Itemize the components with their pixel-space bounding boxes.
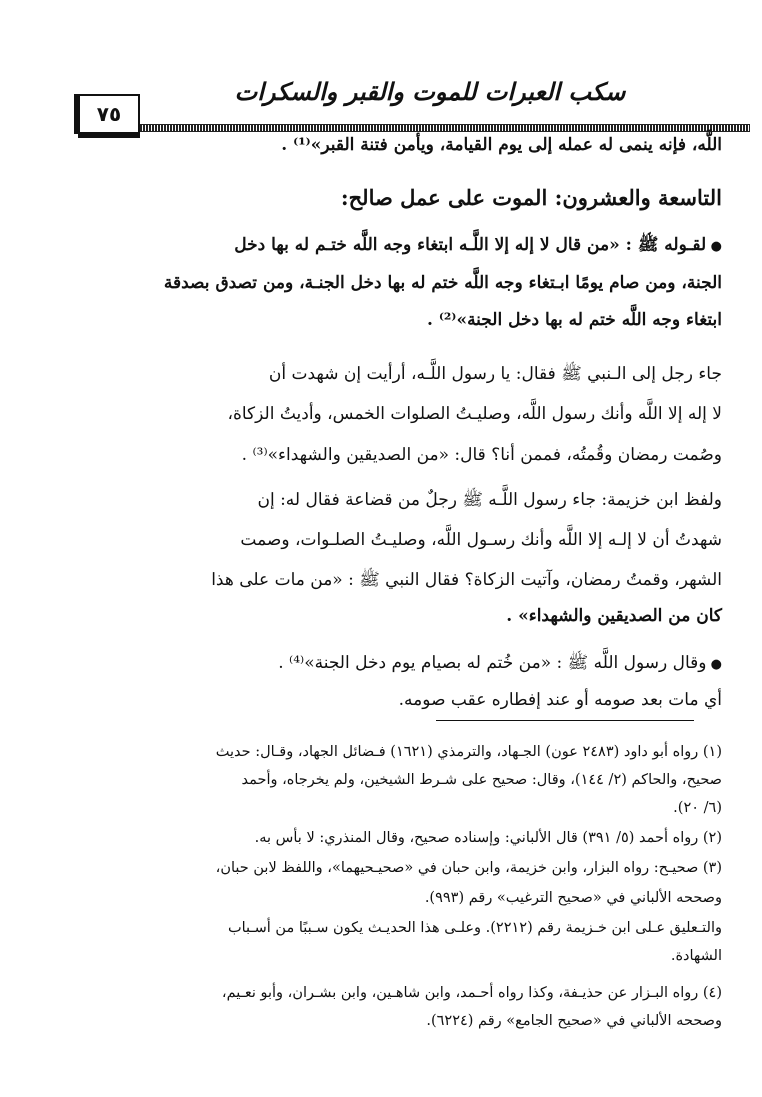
- section-heading: التاسعة والعشرون: الموت على عمل صالح:: [340, 185, 722, 210]
- body-line: جاء رجل إلى الـنبي ﷺ فقال: يا رسول اللَّـه، أرأيت إن شهدت أن: [268, 364, 722, 384]
- body-line: ابتغاء وجه اللَّه ختم له بها دخل الجنة»⁽²⁾ .: [427, 310, 722, 330]
- body-line: لا إله إلا اللَّه وأنك رسول اللَّه، وصليـتُ الصلوات الخمس، وأديتُ الزكاة،: [227, 404, 722, 424]
- body-line: الشهر، وقمتُ رمضان، وآتيت الزكاة؟ فقال النبي ﷺ : «من مات على هذا: [211, 570, 722, 590]
- footnote-line: (٢) رواه أحمد (٥/ ٣٩١) قال الألباني: وإسناده صحيح، وقال المنذري: لا بأس به.: [254, 830, 722, 846]
- footnote-divider: [436, 720, 694, 721]
- body-line: ● لقـوله ﷺ : «من قال لا إله إلا اللَّـه ابتغاء وجه اللَّه ختـم له بها دخل: [40, 235, 722, 255]
- header-divider: [140, 124, 750, 132]
- footnote-line: وصححه الألباني في «صحيح الترغيب» رقم (٩٩٣).: [424, 890, 722, 906]
- footnote-line: والتـعليق عـلى ابن خـزيمة رقم (٢٢١٢). وعلـى هذا الحديـث يكون سـببًا من أسـباب: [227, 920, 722, 936]
- footnote-line: (٤) رواه البـزار عن حذيـفة، وكذا رواه أحـمد، وابن شاهـين، وابن بشـران، وأبو نعـيم،: [221, 985, 722, 1001]
- page-number: ٧٥: [78, 94, 140, 134]
- footnote-line: (٣) صحيـح: رواه البزار، وابن خزيمة، وابن حبان في «صحيـحيهما»، واللفظ لابن حبان،: [215, 860, 722, 876]
- footnote-line: الشهادة.: [670, 948, 722, 964]
- body-line: ● وقال رسول اللَّه ﷺ : «من خُتم له بصيام يوم دخل الجنة»⁽⁴⁾ .: [40, 653, 722, 673]
- footnote-line: (٦/ ٢٠).: [673, 800, 722, 816]
- body-line: الجنة، ومن صام يومًا ابـتغاء وجه اللَّه ختم له بها دخل الجنـة، ومن تصدق بصدقة: [163, 273, 722, 293]
- body-line: اللَّه، فإنه ينمى له عمله إلى يوم القيامة، ويأمن فتنة القبر»⁽¹⁾ .: [281, 135, 722, 155]
- body-line: ولفظ ابن خزيمة: جاء رسول اللَّـه ﷺ رجلٌ من قضاعة فقال له: إن: [257, 490, 722, 510]
- running-header-title: سكب العبرات للموت والقبر والسكرات: [234, 78, 626, 106]
- footnote-line: وصححه الألباني في «صحيح الجامع» رقم (٦٢٢٤).: [426, 1013, 722, 1029]
- footnote-line: صحيح، والحاكم (٢/ ١٤٤)، وقال: صحيح على شـرط الشيخين، ولم يخرجاه، وأحمد: [241, 772, 722, 788]
- body-line: كان من الصديقين والشهداء» .: [506, 606, 722, 626]
- body-line: وصُمت رمضان وقُمتُه، فممن أنا؟ قال: «من الصديقين والشهداء»⁽³⁾ .: [241, 445, 722, 465]
- body-line: شهدتُ أن لا إلـه إلا اللَّه وأنك رسـول اللَّه، وصليـتُ الصلـوات، وصمت: [240, 530, 722, 550]
- body-line: أي مات بعد صومه أو عند إفطاره عقب صومه.: [398, 690, 722, 710]
- footnote-line: (١) رواه أبو داود (٢٤٨٣ عون) الجـهاد، والترمذي (١٦٢١) فـضائل الجهاد، وقـال: حديث: [215, 744, 722, 760]
